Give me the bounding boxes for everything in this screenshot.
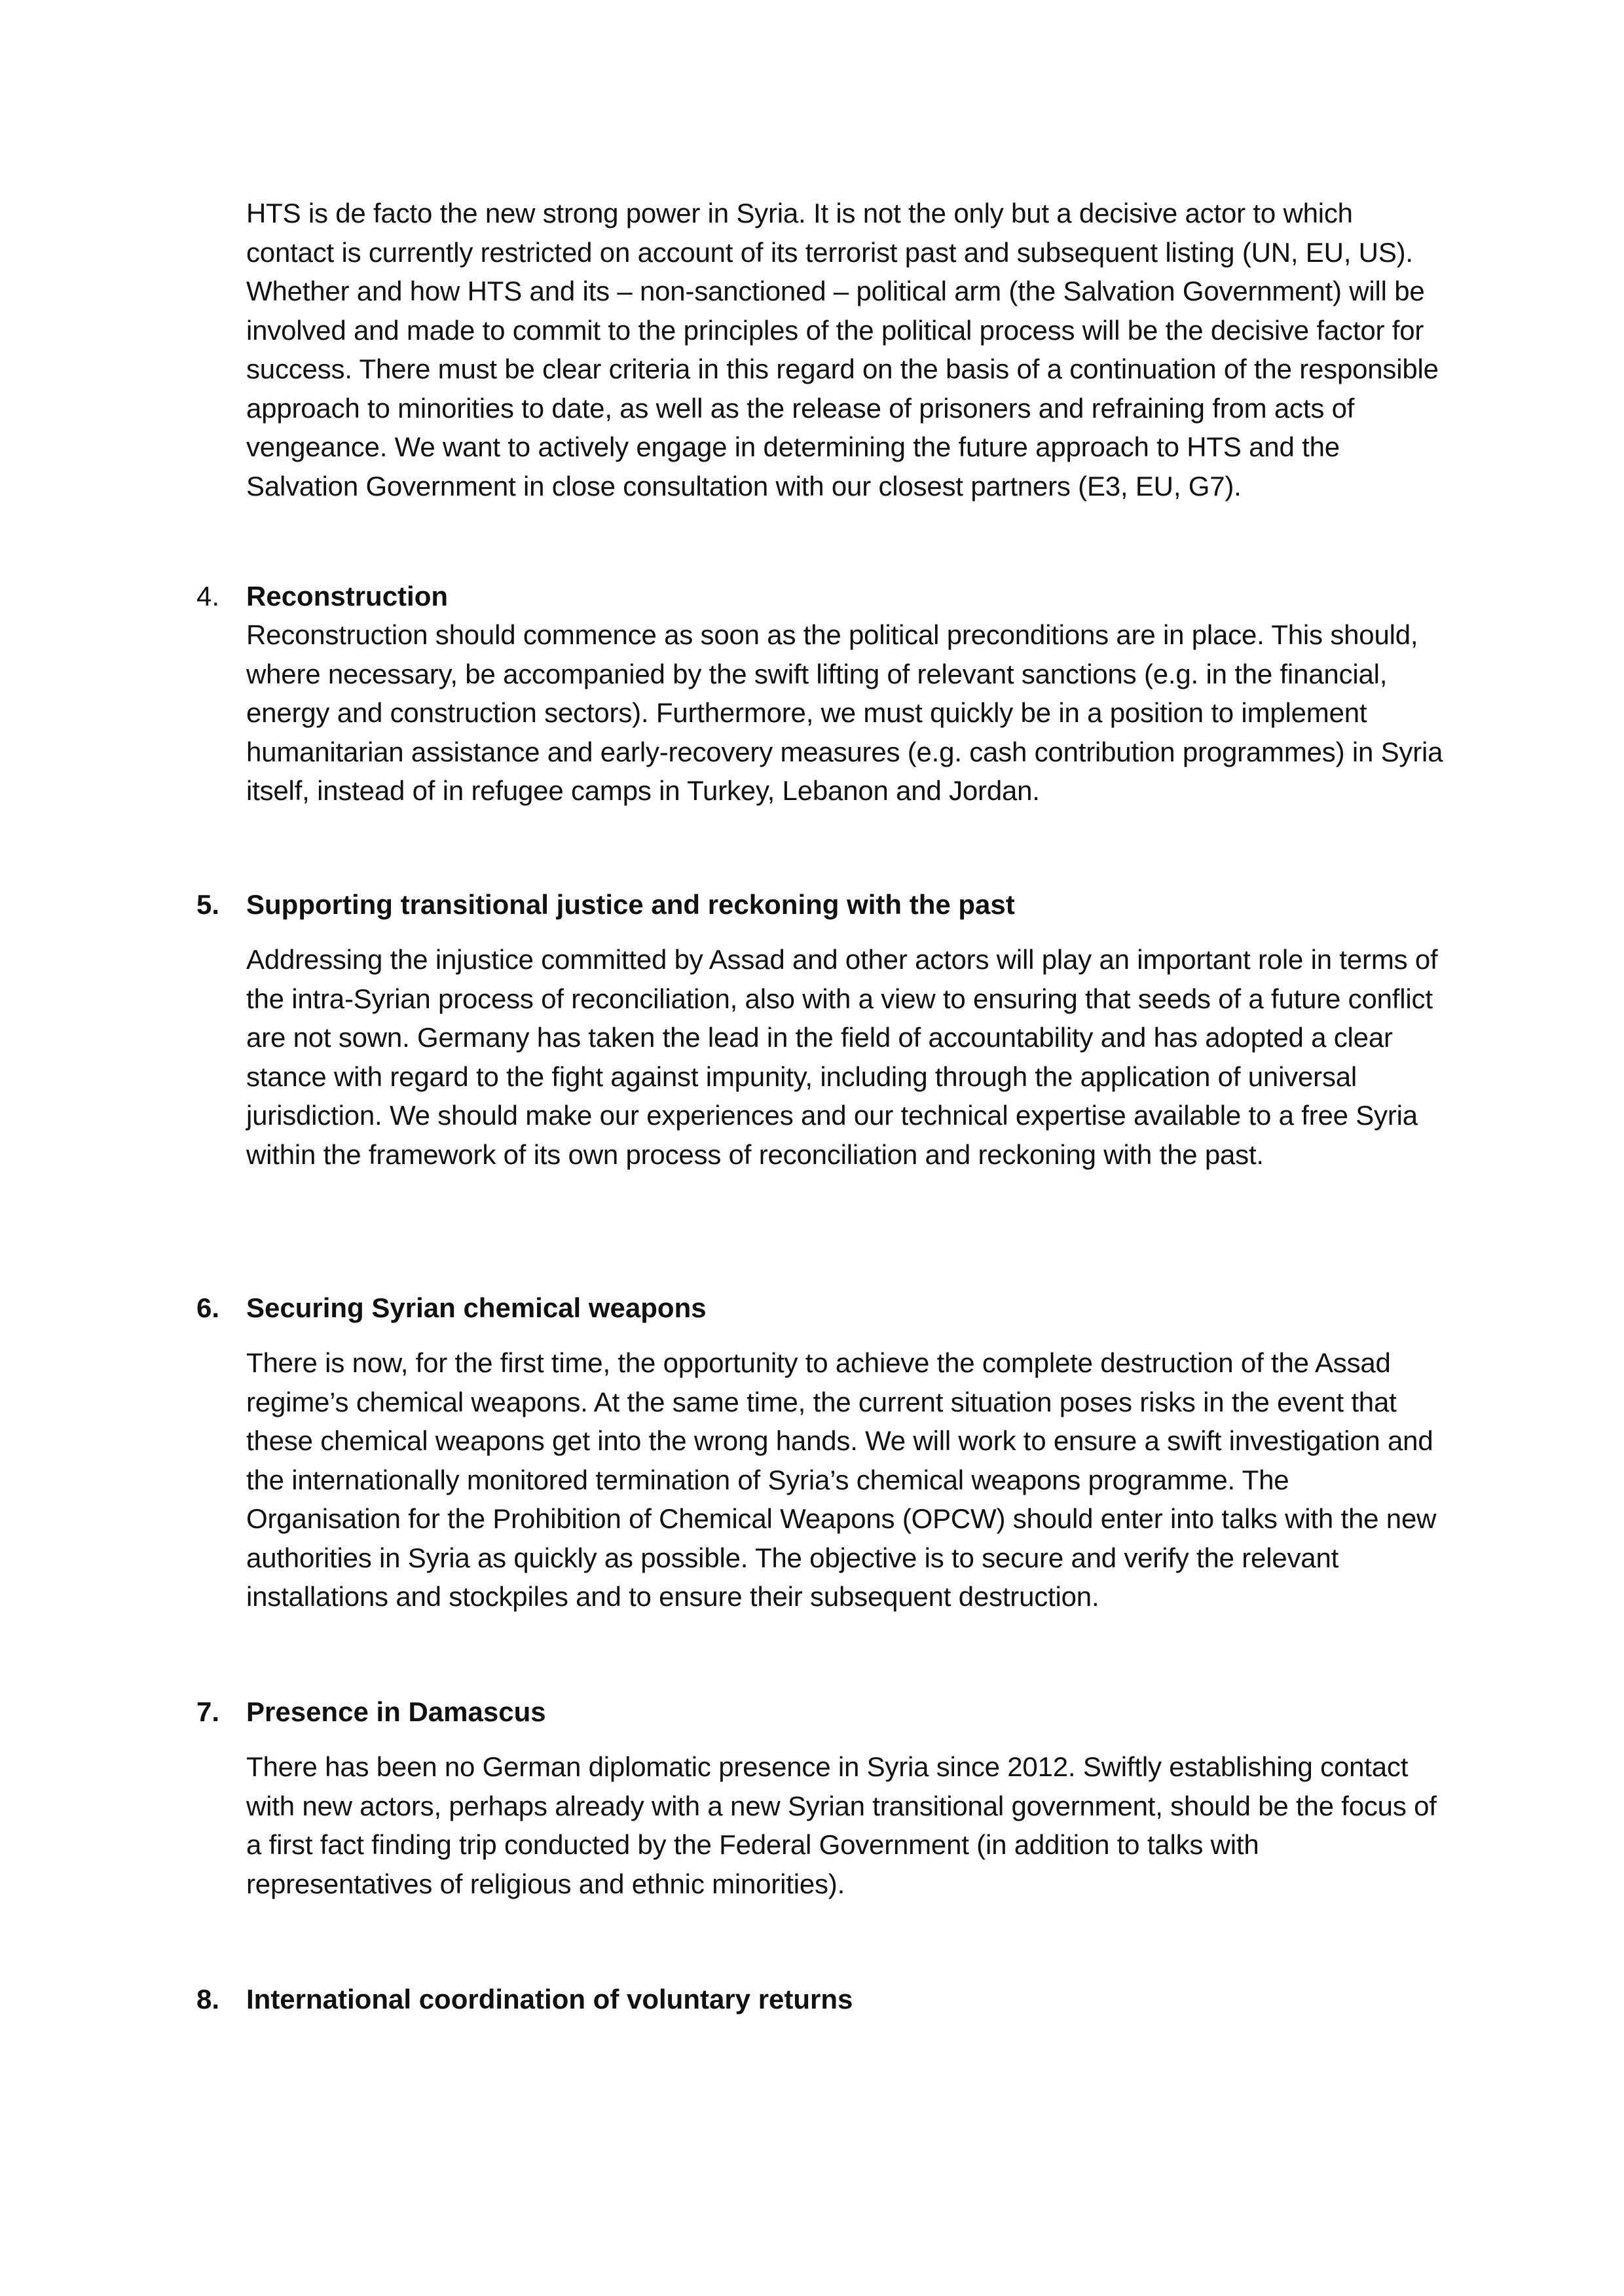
intro-section [246,194,1448,505]
section-title: International coordination of voluntary returns [246,1984,853,2014]
section-title: Securing Syrian chemical weapons [246,1292,707,1323]
section-body: There is now, for the first time, the opportunity to achieve the complete destruction of the Assad regime’s chemical weapons. At the same time, the current situation poses risks in the event that these chemical weapons get into the wrong hands. We will work to ensure a swift investigation and the internationally monitored termination of Syria’s chemical weapons programme. The Organisation for the Prohibition of Chemical Weapons (OPCW) should enter into talks with the new authorities in Syria as quickly as possible. The objective is to secure and verify the relevant installations and stockpiles and to ensure their subsequent destruction. [246,1347,1437,1612]
section-number: 7. [196,1696,220,1727]
section-number: 8. [196,1984,220,2014]
section-number: 6. [196,1292,220,1323]
section-body: Reconstruction should commence as soon as the political preconditions are in place. This should, where necessary, be accompanied by the swift lifting of relevant sanctions (e.g. in the financial, energy and construction sectors). Furthermore, we must quickly be in a position to implement humanitarian assistance and early-recovery measures (e.g. cash contribution programmes) in Syria itself, instead of in refugee camps in Turkey, Lebanon and Jordan. [246,619,1443,806]
section-body: Addressing the injustice committed by Assad and other actors will play an important role in terms of the intra-Syrian process of reconciliation, also with a view to ensuring that seeds of a future conflict are not sown. Germany has taken the lead in the field of accountability and has adopted a clear stance with regard to the fight against impunity, including through the application of universal jurisdiction. We should make our experiences and our technical expertise available to a free Syria within the framework of its own process of reconciliation and reckoning with the past. [246,944,1438,1170]
section-5-body-wrap [246,940,1448,1174]
section-body: There has been no German diplomatic presence in Syria since 2012. Swiftly establishing contact with new actors, perhaps already with a new Syrian transitional government, should be the focus of a first fact finding trip conducted by the Federal Government (in addition to talks with representatives of religious and ethnic minorities). [246,1751,1437,1899]
section-title: Supporting transitional justice and reckoning with the past [246,889,1015,920]
section-6-body-wrap [246,1343,1448,1616]
intro-paragraph: HTS is de facto the new strong power in Syria. It is not the only but a decisive actor to which contact is currently restricted on account of its terrorist past and subsequent listing (UN, EU, US). Whether and how HTS and its – non-sanctioned – political arm (the Salvation Government) will be involved and made to commit to the principles of the political process will be the decisive factor for success. There must be clear criteria in this regard on the basis of a continuation of the responsible approach to minorities to date, as well as the release of prisoners and refraining from acts of vengeance. We want to actively engage in determining the future approach to HTS and the Salvation Government in close consultation with our closest partners (E3, EU, G7). [246,198,1439,501]
section-4-body-wrap [246,615,1448,811]
section-number: 5. [196,889,220,920]
section-title: Presence in Damascus [246,1696,546,1727]
section-title: Reconstruction [246,581,449,611]
section-number: 4. [196,581,220,611]
section-7-body-wrap [246,1747,1448,1903]
